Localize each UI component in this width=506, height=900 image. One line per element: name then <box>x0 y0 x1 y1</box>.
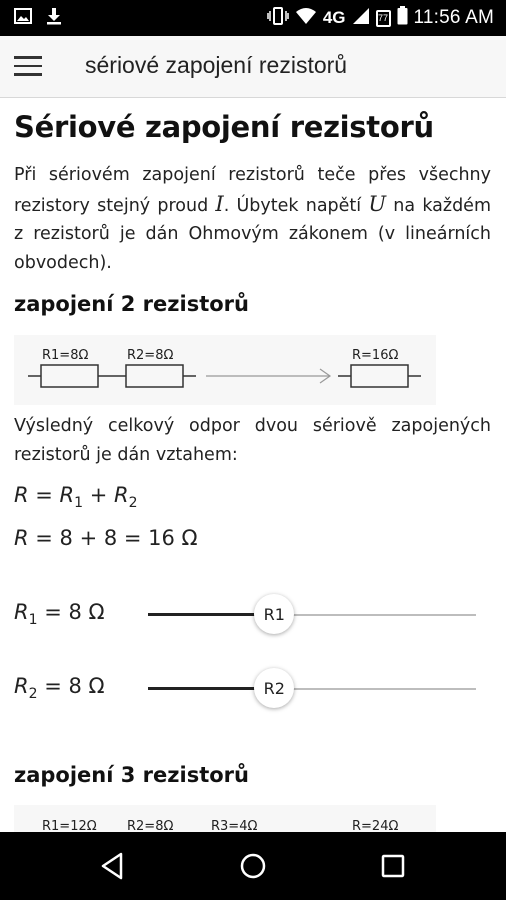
clock: 11:56 AM <box>413 7 494 28</box>
calendar-icon <box>376 10 391 27</box>
image-icon <box>14 8 32 29</box>
formula-result-lhs: R <box>14 526 29 550</box>
voltage-variable: U <box>368 191 387 216</box>
section-2-heading: zapojení 2 rezistorů <box>14 292 249 316</box>
slider-r1-track[interactable] <box>274 614 476 616</box>
slider-r1-label <box>14 600 105 628</box>
slider-r1-var: R <box>14 600 29 624</box>
diagram3-label-r2: R2=8Ω <box>127 819 174 832</box>
formula-sub-2: 2 <box>128 495 138 512</box>
signal-icon <box>352 7 370 30</box>
formula-plus: + <box>83 483 115 507</box>
slider-r1 <box>0 590 506 640</box>
slider-r2-track[interactable] <box>274 688 476 690</box>
formula-r1: R <box>59 483 75 507</box>
formula-eq: = <box>28 483 60 507</box>
intro-paragraph <box>14 161 491 277</box>
navigation-bar <box>0 832 506 900</box>
intro-text-3: na každém z rezistorů je dán Ohmovým zákonem (v lineárních obvodech). <box>14 195 491 273</box>
formula-sum <box>14 483 138 511</box>
circuit-diagram-2 <box>14 335 436 405</box>
formula-result <box>14 526 198 550</box>
slider-r2-thumb[interactable]: R2 <box>254 668 294 708</box>
diagram3-label-r1: R1=12Ω <box>42 819 97 832</box>
recents-icon[interactable] <box>373 846 413 886</box>
formula-r2: R <box>114 483 129 507</box>
article-content[interactable] <box>0 98 506 832</box>
app-bar <box>0 36 506 98</box>
hamburger-menu-icon[interactable] <box>14 56 42 76</box>
diagram3-label-r: R=24Ω <box>352 819 399 832</box>
slider-r2-value: = 8 Ω <box>37 674 105 698</box>
back-icon[interactable] <box>93 846 133 886</box>
formula-result-value: = 8 + 8 = 16 Ω <box>28 526 198 550</box>
status-bar <box>0 0 506 36</box>
diagram-label-r: R=16Ω <box>352 348 399 363</box>
diagram-label-r1: R1=8Ω <box>42 348 89 363</box>
home-icon[interactable] <box>233 846 273 886</box>
resistor-r2 <box>126 365 183 387</box>
current-variable: I <box>215 191 224 216</box>
slider-r1-value: = 8 Ω <box>37 600 105 624</box>
page-title: Sériové zapojení rezistorů <box>14 110 434 144</box>
resistor-r1 <box>41 365 98 387</box>
circuit-diagram-3 <box>14 805 436 832</box>
network-type: 4G <box>322 8 346 27</box>
section-2-text: Výsledný celkový odpor dvou sériově zapojených rezistorů je dán vztahem: <box>14 416 491 465</box>
slider-r2-var: R <box>14 674 29 698</box>
calendar-day: 77 <box>378 12 389 23</box>
diagram-label-r2: R2=8Ω <box>127 348 174 363</box>
formula-sub-1: 1 <box>74 495 84 512</box>
slider-r2-sub: 2 <box>28 686 38 703</box>
download-icon <box>46 7 62 30</box>
intro-text-2: . Úbytek napětí <box>223 195 369 216</box>
battery-icon <box>397 6 408 30</box>
slider-r1-thumb[interactable]: R1 <box>254 594 294 634</box>
app-bar-title: sériové zapojení rezistorů <box>85 52 348 78</box>
formula-lhs: R <box>14 483 29 507</box>
slider-r1-sub: 1 <box>28 612 38 629</box>
slider-r2-label <box>14 674 105 702</box>
vibrate-icon <box>267 7 289 30</box>
wifi-icon <box>295 7 317 30</box>
resistor-total <box>351 365 408 387</box>
intro-text-1: Při sériovém zapojení rezistorů teče přes všechny rezistory stejný proud <box>14 165 491 216</box>
slider-r2 <box>0 664 506 714</box>
section-3-heading: zapojení 3 rezistorů <box>14 763 249 787</box>
diagram3-label-r3: R3=4Ω <box>211 819 258 832</box>
